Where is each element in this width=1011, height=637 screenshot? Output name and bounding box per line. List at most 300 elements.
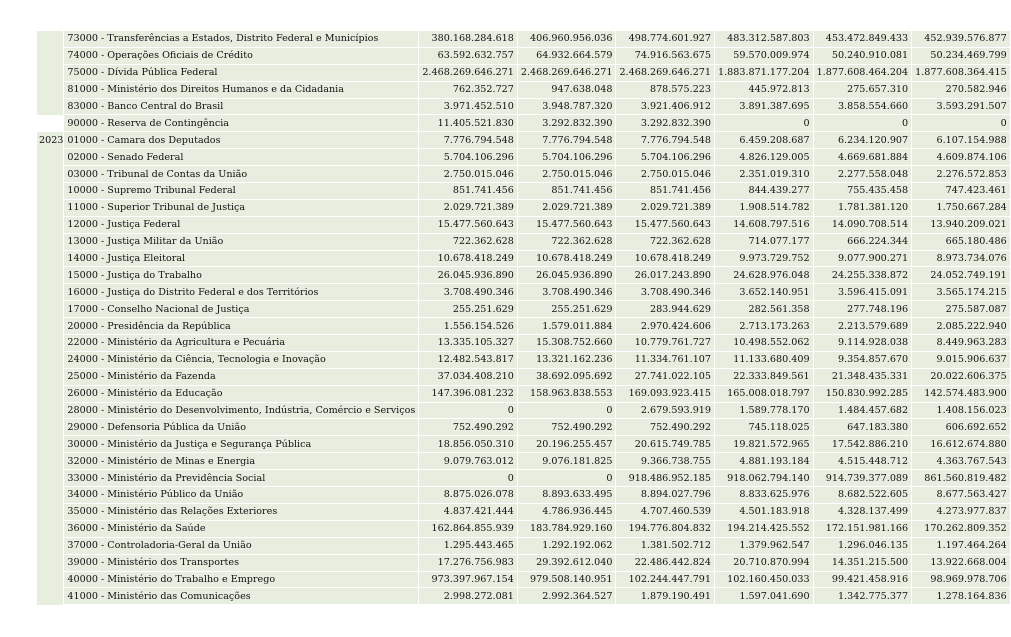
organ-cell: 73000 - Transferências a Estados, Distrito Federal e Municípios (64, 31, 419, 48)
value-cell: 169.093.923.415 (616, 385, 715, 402)
value-cell: 170.262.809.352 (912, 520, 1011, 537)
year-cell (37, 301, 64, 318)
year-cell (37, 588, 64, 605)
organ-cell: 32000 - Ministério de Minas e Energia (64, 453, 419, 470)
table-row (37, 166, 1010, 183)
value-cell: 10.678.418.249 (517, 250, 616, 267)
value-cell: 3.565.174.215 (912, 284, 1011, 301)
year-cell (37, 31, 64, 48)
value-cell: 4.328.137.499 (813, 503, 912, 520)
value-cell: 150.830.992.285 (813, 385, 912, 402)
table-row (37, 64, 1010, 81)
table-row (37, 571, 1010, 588)
value-cell: 10.678.418.249 (419, 250, 518, 267)
value-cell: 844.439.277 (715, 183, 814, 200)
organ-cell: 14000 - Justiça Eleitoral (64, 250, 419, 267)
value-cell: 1.883.871.177.204 (715, 64, 814, 81)
organ-cell: 30000 - Ministério da Justiça e Segurança Pública (64, 436, 419, 453)
table-row (37, 554, 1010, 571)
value-cell: 1.597.041.690 (715, 588, 814, 605)
value-cell: 666.224.344 (813, 233, 912, 250)
value-cell: 3.652.140.951 (715, 284, 814, 301)
value-cell: 1.781.381.120 (813, 199, 912, 216)
value-cell: 2.750.015.046 (616, 166, 715, 183)
value-cell: 17.542.886.210 (813, 436, 912, 453)
value-cell: 851.741.456 (517, 183, 616, 200)
table-row (37, 588, 1010, 605)
value-cell: 7.776.794.548 (616, 132, 715, 149)
year-cell (37, 284, 64, 301)
value-cell: 1.278.164.836 (912, 588, 1011, 605)
table-row (37, 351, 1010, 368)
year-cell (37, 520, 64, 537)
table-row (37, 81, 1010, 98)
value-cell: 1.381.502.712 (616, 537, 715, 554)
value-cell: 3.948.787.320 (517, 98, 616, 115)
value-cell: 7.776.794.548 (419, 132, 518, 149)
value-cell: 98.969.978.706 (912, 571, 1011, 588)
value-cell: 380.168.284.618 (419, 31, 518, 48)
table-row (37, 233, 1010, 250)
value-cell: 17.276.756.983 (419, 554, 518, 571)
value-cell: 1.879.190.491 (616, 588, 715, 605)
value-cell: 8.677.563.427 (912, 487, 1011, 504)
value-cell: 9.079.763.012 (419, 453, 518, 470)
value-cell: 3.708.490.346 (419, 284, 518, 301)
value-cell: 4.881.193.184 (715, 453, 814, 470)
value-cell: 24.052.749.191 (912, 267, 1011, 284)
value-cell: 158.963.838.553 (517, 385, 616, 402)
value-cell: 5.704.106.296 (517, 149, 616, 166)
value-cell: 26.017.243.890 (616, 267, 715, 284)
table-row (37, 98, 1010, 115)
value-cell: 752.490.292 (419, 419, 518, 436)
organ-cell: 03000 - Tribunal de Contas da União (64, 166, 419, 183)
organ-cell: 83000 - Banco Central do Brasil (64, 98, 419, 115)
value-cell: 0 (912, 115, 1011, 132)
value-cell: 7.776.794.548 (517, 132, 616, 149)
organ-cell: 36000 - Ministério da Saúde (64, 520, 419, 537)
table-row (37, 183, 1010, 200)
year-cell (37, 436, 64, 453)
value-cell: 973.397.967.154 (419, 571, 518, 588)
value-cell: 1.750.667.284 (912, 199, 1011, 216)
value-cell: 851.741.456 (616, 183, 715, 200)
table-row (37, 537, 1010, 554)
value-cell: 9.354.857.670 (813, 351, 912, 368)
value-cell: 5.704.106.296 (419, 149, 518, 166)
value-cell: 4.837.421.444 (419, 503, 518, 520)
value-cell: 8.833.625.976 (715, 487, 814, 504)
table-body (37, 31, 1010, 605)
value-cell: 63.592.632.757 (419, 47, 518, 64)
organ-cell: 25000 - Ministério da Fazenda (64, 368, 419, 385)
value-cell: 3.921.406.912 (616, 98, 715, 115)
value-cell: 606.692.652 (912, 419, 1011, 436)
table-row (37, 47, 1010, 64)
value-cell: 0 (813, 115, 912, 132)
value-cell: 4.786.936.445 (517, 503, 616, 520)
value-cell: 3.891.387.695 (715, 98, 814, 115)
organ-cell: 12000 - Justiça Federal (64, 216, 419, 233)
value-cell: 1.589.778.170 (715, 402, 814, 419)
value-cell: 4.707.460.539 (616, 503, 715, 520)
value-cell: 9.077.900.271 (813, 250, 912, 267)
value-cell: 2.276.572.853 (912, 166, 1011, 183)
table-row (37, 402, 1010, 419)
year-cell (37, 250, 64, 267)
value-cell: 20.615.749.785 (616, 436, 715, 453)
organ-cell: 17000 - Conselho Nacional de Justiça (64, 301, 419, 318)
value-cell: 183.784.929.160 (517, 520, 616, 537)
value-cell: 194.214.425.552 (715, 520, 814, 537)
value-cell: 755.435.458 (813, 183, 912, 200)
value-cell: 1.408.156.023 (912, 402, 1011, 419)
value-cell: 2.085.222.940 (912, 318, 1011, 335)
value-cell: 50.240.910.081 (813, 47, 912, 64)
value-cell: 275.657.310 (813, 81, 912, 98)
organ-cell: 11000 - Superior Tribunal de Justiça (64, 199, 419, 216)
organ-cell: 15000 - Justiça do Trabalho (64, 267, 419, 284)
table-row (37, 284, 1010, 301)
value-cell: 24.255.338.872 (813, 267, 912, 284)
value-cell: 282.561.358 (715, 301, 814, 318)
organ-cell: 90000 - Reserva de Contingência (64, 115, 419, 132)
table-row (37, 520, 1010, 537)
year-cell (37, 64, 64, 81)
value-cell: 255.251.629 (517, 301, 616, 318)
value-cell: 752.490.292 (517, 419, 616, 436)
value-cell: 50.234.469.799 (912, 47, 1011, 64)
value-cell: 270.582.946 (912, 81, 1011, 98)
value-cell: 1.296.046.135 (813, 537, 912, 554)
year-cell (37, 537, 64, 554)
table-row (37, 132, 1010, 149)
organ-cell: 37000 - Controladoria-Geral da União (64, 537, 419, 554)
value-cell: 3.596.415.091 (813, 284, 912, 301)
value-cell: 0 (517, 470, 616, 487)
year-cell (37, 402, 64, 419)
value-cell: 2.750.015.046 (419, 166, 518, 183)
value-cell: 9.015.906.637 (912, 351, 1011, 368)
table-row (37, 503, 1010, 520)
organ-cell: 33000 - Ministério da Previdência Social (64, 470, 419, 487)
value-cell: 2.992.364.527 (517, 588, 616, 605)
value-cell: 1.197.464.264 (912, 537, 1011, 554)
year-cell (37, 419, 64, 436)
value-cell: 1.908.514.782 (715, 199, 814, 216)
value-cell: 277.748.196 (813, 301, 912, 318)
value-cell: 1.342.775.377 (813, 588, 912, 605)
value-cell: 22.333.849.561 (715, 368, 814, 385)
table-row (37, 368, 1010, 385)
value-cell: 3.593.291.507 (912, 98, 1011, 115)
value-cell: 37.034.408.210 (419, 368, 518, 385)
year-cell (37, 98, 64, 115)
value-cell: 914.739.377.089 (813, 470, 912, 487)
value-cell: 14.608.797.516 (715, 216, 814, 233)
value-cell: 452.939.576.877 (912, 31, 1011, 48)
table-row (37, 487, 1010, 504)
value-cell: 13.321.162.236 (517, 351, 616, 368)
value-cell: 6.459.208.687 (715, 132, 814, 149)
value-cell: 10.498.552.062 (715, 335, 814, 352)
value-cell: 4.609.874.106 (912, 149, 1011, 166)
value-cell: 11.133.680.409 (715, 351, 814, 368)
value-cell: 3.292.832.390 (616, 115, 715, 132)
value-cell: 2.750.015.046 (517, 166, 616, 183)
value-cell: 24.628.976.048 (715, 267, 814, 284)
value-cell: 29.392.612.040 (517, 554, 616, 571)
value-cell: 2.468.269.646.271 (517, 64, 616, 81)
year-cell (37, 216, 64, 233)
table-row (37, 436, 1010, 453)
value-cell: 752.490.292 (616, 419, 715, 436)
value-cell: 498.774.601.927 (616, 31, 715, 48)
year-cell (37, 453, 64, 470)
value-cell: 22.486.442.824 (616, 554, 715, 571)
table-row (37, 335, 1010, 352)
value-cell: 445.972.813 (715, 81, 814, 98)
organ-cell: 22000 - Ministério da Agricultura e Pecuária (64, 335, 419, 352)
value-cell: 714.077.177 (715, 233, 814, 250)
table-row (37, 419, 1010, 436)
value-cell: 99.421.458.916 (813, 571, 912, 588)
value-cell: 8.893.633.495 (517, 487, 616, 504)
year-cell (37, 487, 64, 504)
value-cell: 722.362.628 (419, 233, 518, 250)
value-cell: 9.366.738.755 (616, 453, 715, 470)
value-cell: 747.423.461 (912, 183, 1011, 200)
value-cell: 2.468.269.646.271 (419, 64, 518, 81)
value-cell: 102.160.450.033 (715, 571, 814, 588)
value-cell: 1.292.192.062 (517, 537, 616, 554)
value-cell: 38.692.095.692 (517, 368, 616, 385)
value-cell: 2.213.579.689 (813, 318, 912, 335)
year-cell (37, 199, 64, 216)
value-cell: 19.821.572.965 (715, 436, 814, 453)
value-cell: 15.308.752.660 (517, 335, 616, 352)
value-cell: 1.556.154.526 (419, 318, 518, 335)
value-cell: 1.877.608.364.415 (912, 64, 1011, 81)
value-cell: 15.477.560.643 (616, 216, 715, 233)
value-cell: 2.029.721.389 (616, 199, 715, 216)
value-cell: 8.682.522.605 (813, 487, 912, 504)
value-cell: 722.362.628 (616, 233, 715, 250)
value-cell: 745.118.025 (715, 419, 814, 436)
year-cell (37, 368, 64, 385)
value-cell: 2.351.019.310 (715, 166, 814, 183)
table-row (37, 385, 1010, 402)
organ-cell: 39000 - Ministério dos Transportes (64, 554, 419, 571)
value-cell: 979.508.140.951 (517, 571, 616, 588)
value-cell: 406.960.956.036 (517, 31, 616, 48)
value-cell: 9.076.181.825 (517, 453, 616, 470)
value-cell: 2.029.721.389 (517, 199, 616, 216)
year-cell (37, 385, 64, 402)
value-cell: 10.678.418.249 (616, 250, 715, 267)
value-cell: 9.114.928.038 (813, 335, 912, 352)
value-cell: 15.477.560.643 (517, 216, 616, 233)
organ-cell: 34000 - Ministério Público da União (64, 487, 419, 504)
organ-cell: 20000 - Presidência da República (64, 318, 419, 335)
value-cell: 8.875.026.078 (419, 487, 518, 504)
year-cell: 2023 (37, 132, 64, 149)
value-cell: 21.348.435.331 (813, 368, 912, 385)
value-cell: 861.560.819.482 (912, 470, 1011, 487)
year-cell (37, 318, 64, 335)
value-cell: 1.484.457.682 (813, 402, 912, 419)
value-cell: 722.362.628 (517, 233, 616, 250)
value-cell: 20.022.606.375 (912, 368, 1011, 385)
value-cell: 2.998.272.081 (419, 588, 518, 605)
value-cell: 1.579.011.884 (517, 318, 616, 335)
value-cell: 947.638.048 (517, 81, 616, 98)
table-row (37, 149, 1010, 166)
value-cell: 20.710.870.994 (715, 554, 814, 571)
year-cell (37, 149, 64, 166)
organ-cell: 02000 - Senado Federal (64, 149, 419, 166)
value-cell: 74.916.563.675 (616, 47, 715, 64)
budget-table (37, 30, 1011, 605)
table-row (37, 31, 1010, 48)
value-cell: 4.669.681.884 (813, 149, 912, 166)
value-cell: 1.295.443.465 (419, 537, 518, 554)
value-cell: 762.352.727 (419, 81, 518, 98)
value-cell: 2.713.173.263 (715, 318, 814, 335)
value-cell: 11.405.521.830 (419, 115, 518, 132)
value-cell: 4.515.448.712 (813, 453, 912, 470)
organ-cell: 16000 - Justiça do Distrito Federal e dos Territórios (64, 284, 419, 301)
organ-cell: 29000 - Defensoria Pública da União (64, 419, 419, 436)
year-cell (37, 81, 64, 98)
organ-cell: 35000 - Ministério das Relações Exteriores (64, 503, 419, 520)
value-cell: 6.107.154.988 (912, 132, 1011, 149)
value-cell: 453.472.849.433 (813, 31, 912, 48)
organ-cell: 40000 - Ministério do Trabalho e Emprego (64, 571, 419, 588)
value-cell: 2.468.269.646.271 (616, 64, 715, 81)
value-cell: 4.501.183.918 (715, 503, 814, 520)
value-cell: 13.940.209.021 (912, 216, 1011, 233)
value-cell: 3.858.554.660 (813, 98, 912, 115)
value-cell: 11.334.761.107 (616, 351, 715, 368)
value-cell: 2.970.424.606 (616, 318, 715, 335)
organ-cell: 81000 - Ministério dos Direitos Humanos e da Cidadania (64, 81, 419, 98)
organ-cell: 75000 - Dívida Pública Federal (64, 64, 419, 81)
value-cell: 4.273.977.837 (912, 503, 1011, 520)
value-cell: 142.574.483.900 (912, 385, 1011, 402)
value-cell: 18.856.050.310 (419, 436, 518, 453)
value-cell: 3.292.832.390 (517, 115, 616, 132)
value-cell: 26.045.936.890 (517, 267, 616, 284)
value-cell: 14.090.708.514 (813, 216, 912, 233)
value-cell: 647.183.380 (813, 419, 912, 436)
value-cell: 851.741.456 (419, 183, 518, 200)
value-cell: 102.244.447.791 (616, 571, 715, 588)
value-cell: 918.062.794.140 (715, 470, 814, 487)
value-cell: 14.351.215.500 (813, 554, 912, 571)
value-cell: 5.704.106.296 (616, 149, 715, 166)
value-cell: 3.708.490.346 (616, 284, 715, 301)
value-cell: 26.045.936.890 (419, 267, 518, 284)
organ-cell: 26000 - Ministério da Educação (64, 385, 419, 402)
organ-cell: 41000 - Ministério das Comunicações (64, 588, 419, 605)
table-row (37, 115, 1010, 132)
value-cell: 194.776.804.832 (616, 520, 715, 537)
value-cell: 13.922.668.004 (912, 554, 1011, 571)
year-cell (37, 115, 64, 132)
value-cell: 15.477.560.643 (419, 216, 518, 233)
organ-cell: 10000 - Supremo Tribunal Federal (64, 183, 419, 200)
year-cell (37, 571, 64, 588)
table-row (37, 301, 1010, 318)
value-cell: 4.363.767.543 (912, 453, 1011, 470)
value-cell: 165.008.018.797 (715, 385, 814, 402)
value-cell: 1.877.608.464.204 (813, 64, 912, 81)
value-cell: 2.679.593.919 (616, 402, 715, 419)
value-cell: 0 (419, 470, 518, 487)
year-cell (37, 503, 64, 520)
organ-cell: 13000 - Justiça Militar da União (64, 233, 419, 250)
year-cell (37, 554, 64, 571)
value-cell: 2.277.558.048 (813, 166, 912, 183)
organ-cell: 01000 - Camara dos Deputados (64, 132, 419, 149)
value-cell: 918.486.952.185 (616, 470, 715, 487)
value-cell: 3.708.490.346 (517, 284, 616, 301)
value-cell: 172.151.981.166 (813, 520, 912, 537)
value-cell: 20.196.255.457 (517, 436, 616, 453)
value-cell: 59.570.009.974 (715, 47, 814, 64)
value-cell: 0 (715, 115, 814, 132)
table-row (37, 453, 1010, 470)
value-cell: 64.932.664.579 (517, 47, 616, 64)
value-cell: 878.575.223 (616, 81, 715, 98)
value-cell: 8.449.963.283 (912, 335, 1011, 352)
value-cell: 0 (419, 402, 518, 419)
year-cell (37, 47, 64, 64)
year-cell (37, 267, 64, 284)
year-cell (37, 335, 64, 352)
value-cell: 16.612.674.880 (912, 436, 1011, 453)
table-row (37, 216, 1010, 233)
year-cell (37, 470, 64, 487)
year-cell (37, 351, 64, 368)
value-cell: 665.180.486 (912, 233, 1011, 250)
value-cell: 483.312.587.803 (715, 31, 814, 48)
table-row (37, 318, 1010, 335)
value-cell: 1.379.962.547 (715, 537, 814, 554)
value-cell: 8.973.734.076 (912, 250, 1011, 267)
value-cell: 12.482.543.817 (419, 351, 518, 368)
year-cell (37, 166, 64, 183)
value-cell: 283.944.629 (616, 301, 715, 318)
table-row (37, 267, 1010, 284)
value-cell: 8.894.027.796 (616, 487, 715, 504)
value-cell: 6.234.120.907 (813, 132, 912, 149)
table-row (37, 470, 1010, 487)
value-cell: 0 (517, 402, 616, 419)
table-row (37, 199, 1010, 216)
value-cell: 4.826.129.005 (715, 149, 814, 166)
value-cell: 13.335.105.327 (419, 335, 518, 352)
organ-cell: 24000 - Ministério da Ciência, Tecnologia e Inovação (64, 351, 419, 368)
value-cell: 3.971.452.510 (419, 98, 518, 115)
value-cell: 147.396.081.232 (419, 385, 518, 402)
year-cell (37, 183, 64, 200)
value-cell: 162.864.855.939 (419, 520, 518, 537)
year-cell (37, 233, 64, 250)
table-row (37, 250, 1010, 267)
